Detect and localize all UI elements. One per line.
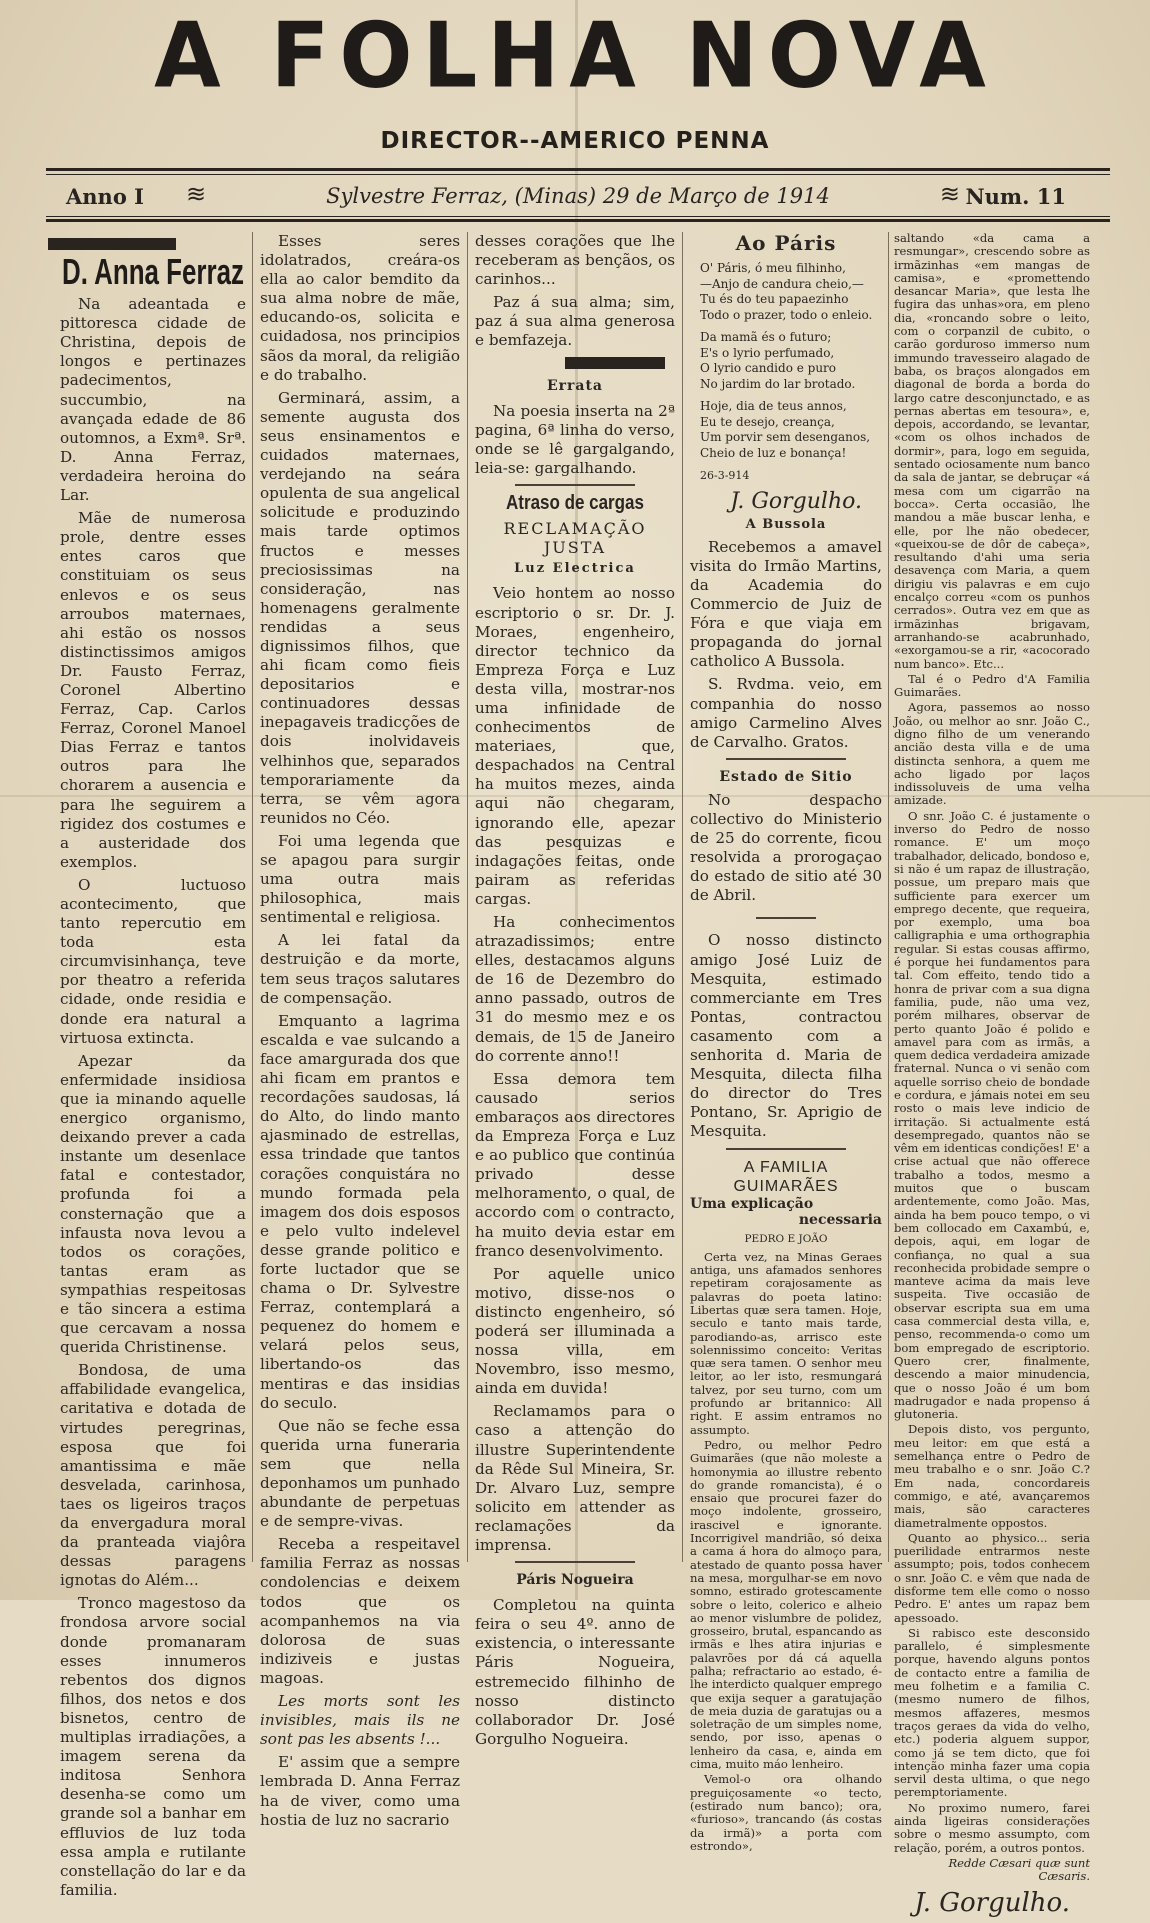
poem-line: E's o lyrio perfumado,	[700, 345, 835, 360]
issue-date: Sylvestre Ferraz, (Minas) 29 de Março de 1914	[326, 184, 830, 208]
paragraph: Vemol-o ora olhando preguiçosamente «o tecto, (estirado num banco); ora, «furioso», trancando (ás costas da irmã)» a porta com estrondo»,	[690, 1772, 882, 1853]
paragraph: Completou na quinta feira o seu 4º. anno de existencia, o interessante Páris Nogueira, estremecido filhinho de nosso distincto collaborador Dr. José Gorgulho Nogueira.	[475, 1596, 675, 1748]
poem-stanza	[690, 261, 882, 323]
familia-text	[690, 1251, 882, 1853]
paragraph: Apezar da enfermidade insidiosa que ia minando aquelle energico organismo, deixando prever a cada instante um desenlace fatal e contestador, profunda foi a consternação que a infausta nova levou a todos os corações, tantas eram as sympathias respeitosas e tão sincera a estima que cercavam a nossa querida Christinense.	[60, 1051, 246, 1357]
poem-line: Tu és do teu papaezinho	[700, 292, 849, 307]
poem-line: No jardim do lar brotado.	[700, 376, 856, 391]
column-divider	[682, 232, 683, 1562]
paragraph: Bondosa, de uma affabilidade evangelica, caritativa e dotada de virtudes peregrinas, esposa que foi amantissima e mãe desvelada, carinhosa, taes os ligeiros traços da envergadura moral da pranteada viajôra dessas paragens ignotas do Além...	[60, 1361, 246, 1590]
familia-subtitle: necessaria	[798, 1211, 882, 1228]
familia-subtitle: PEDRO E JOÃO	[744, 1232, 828, 1245]
volume-label: Anno I	[66, 184, 144, 209]
poem-line: Eu te desejo, creança,	[700, 414, 835, 429]
column-2	[260, 232, 460, 1834]
paragraph: Veio hontem ao nosso escriptorio o sr. Dr. J. Moraes, engenheiro, director technico da Empreza Força e Luz desta villa, mostrar-nos uma infinidade de conhecimentos de materiaes, que, despachados na Central ha muitos mezes, ainda aqui não chegaram, ignorando elle, apezar das pesquizas e indagações feitas, onde pairam as referidas cargas.	[475, 584, 675, 908]
paragraph: desses corações que lhe receberam as bençãos, os carinhos...	[475, 232, 675, 289]
paragraph: O nosso distincto amigo José Luiz de Mesquita, estimado commerciante em Tres Pontas, contractou casamento com a senhorita d. Maria de Mesquita, dilecta filha do director do Tres Pontano, Sr. Aprigio de Mesquita.	[690, 931, 882, 1141]
column-divider	[252, 232, 253, 1562]
quote: Les morts sont les invisibles, mais ils ne sont pas les absents !...	[260, 1692, 460, 1749]
poem-line: —Anjo de candura cheio,—	[700, 276, 864, 291]
column-divider	[467, 232, 468, 1562]
poem-title: Ao Páris	[735, 231, 837, 255]
divider	[515, 484, 635, 486]
masthead-director: DIRECTOR--AMERICO PENNA	[380, 128, 770, 154]
paragraph: Foi uma legenda que se apagou para surgir uma outra mais philosophica, mais sentimental e religiosa.	[260, 831, 460, 927]
paragraph: Esses seres idolatrados, creára-os ella ao calor bemdito da sua alma nobre de mãe, educando-os, solicita e cuidadosa, nos principios sãos da moral, da religião e do trabalho.	[260, 232, 460, 384]
signature: J. Gorgulho.	[730, 488, 862, 514]
paragraph: Pedro, ou melhor Pedro Guimarães (que não moleste a homonymia ao illustre rebento do grande romancista), é o ensaio que procurei fazer do moço indolente, grosseiro, irascivel e ignorante. Incorrigivel mandrião, só deixa a cama á hora do almoço para, atestado de quanto possa haver na mesa, morgulhar-se em novo somno, estirado grotescamente sobre o leito, colerico e alheio ao menor vislumbre de polidez, grosseiro, brutal, espancando as irmãs e lhes atira injurias e palavrões por dá cá aquella palha; refractario ao estado, é-lhe interdicto qualquer emprego que exija sequer a garatujação de meia duzia de garatujas ou a soletração de um simples nome, sendo, por isso, apenas o lenheiro da casa, e, ainda em cima, muito máo lenheiro.	[690, 1437, 882, 1772]
headline-anna-ferraz: D. Anna Ferraz	[62, 251, 244, 292]
issue-number: Num. 11	[965, 184, 1066, 209]
paragraph: Depois disto, vos pergunto, meu leitor: em que está a semelhança entre o Pedro de meu trabalho e o snr. João C.? Em nada, concordareis commigo, e até, avançaremos mais, são caracteres diametralmente oppostos.	[894, 1422, 1090, 1530]
sitio-title: Estado de Sitio	[719, 768, 853, 785]
paragraph: O snr. João C. é justamente o inverso do Pedro de nosso romance. E' um moço trabalhador, delicado, bondoso e, si não é um rapaz de illustração, possue, um preparo mais que sufficiente para exercer um emprego decente, que requeira, por exemplo, uma boa calligraphia e uma orthographia regular. Si estas cousas affirmo, é porque hei fundamentos para tal. Com effeito, tendo tido a honra de privar com a sua digna familia, pude, não uma vez, porém milhares, observar de perto quanto João é polido e amavel para com as irmãs, a quem dedica verdadeira amizade fraternal. Nunca o vi senão com aquelle sorriso cheio de bondade e cordura, e jámais notei em seu rosto o mais leve indicio de irritação. Si actualmente está desempregado, quantos não se vêm em identicas condições! E' a crise actual que não offerece trabalho a todos, mesmo a muitos que o buscam ardentemente, como João. Mas, ainda ha bem pouco tempo, o vi bem collocado em Caxambú, e, depois, aqui, em logar de confiança, no qual a sua reconhecida probidade sempre o manteve acima da mais leve suspeita. Tive occasião de observar escripta sua em uma casa commercial desta villa, e, penso, recommenda-o como um bom empregado de escriptorio. Quero crer, finalmente, descendo a maior minudencia, que o nosso João é um bom madrugador e nada propenso á glutoneria.	[894, 808, 1090, 1422]
column-1	[60, 232, 246, 1904]
paragraph: Certa vez, na Minas Geraes antiga, uns afamados senhores repetiram corajosamente as palavras do poeta latino: Libertas quæ sera tamen. Hoje, seculo e tanto mais tarde, parodiando-as, arrisco este solennissimo conceito: Veritas quæ sera tamen. O senhor meu leitor, ao ler isto, resmungará talvez, por seu turno, com um profundo ar britannico: All right. E assim entramos no assumpto.	[690, 1249, 882, 1437]
column-divider	[888, 232, 889, 1562]
bussola-title: A Bussola	[745, 516, 827, 532]
atraso-subtitle: RECLAMAÇÃO JUSTA	[503, 519, 647, 558]
header-rule-top	[46, 168, 1110, 171]
divider	[726, 1148, 846, 1150]
familia-continued	[894, 232, 1090, 1884]
paragraph: Emquanto a lagrima escalda e vae sulcando a face amargurada dos que ahi ficam em prantos e recordações saudosas, lá do Alto, do lindo manto ajasminado de estrellas, essa trindade que tantos corações conquistára no mundo formada pela imagem dos dois esposos e pelo vulto indelevel desse grande politico e forte luctador que se chama o Dr. Sylvestre Ferraz, contemplará a pequenez do homem e velará pelos seus, libertando-os das mentiras e das insidias do seculo.	[260, 1011, 460, 1412]
header-rule-bottom-thin	[46, 216, 1110, 217]
divider	[756, 917, 816, 919]
poem-line: O lyrio candido e puro	[700, 361, 837, 376]
paragraph: Mãe de numerosa prole, dentre esses entes caros que constituiam os seus enlevos e os seus arroubos maternaes, ahi estão os nossos distinctissimos amigos Dr. Fausto Ferraz, Coronel Albertino Ferraz, Cap. Carlos Ferraz, Coronel Manoel Dias Ferraz e tantos outros para lhe chorarem a ausencia e para lhe seguirem a rigidez dos costumes e a austeridade dos exemplos.	[60, 509, 246, 871]
ornament: ≋	[939, 180, 960, 208]
paragraph: Paz á sua alma; sim, paz á sua alma generosa e bemfazeja.	[475, 293, 675, 350]
paragraph: Por aquelle unico motivo, disse-nos o distincto engenheiro, só poderá ser illuminada a nossa villa, em Novembro, isso mesmo, ainda em duvida!	[475, 1264, 675, 1398]
poem-line: Todo o prazer, todo o enleio.	[700, 307, 873, 322]
errata-title: Errata	[546, 377, 604, 394]
column-3	[475, 232, 675, 1753]
atraso-title: Atraso de cargas	[506, 492, 644, 515]
divider	[726, 758, 846, 760]
atraso-subtitle-2: Luz Electrica	[514, 561, 636, 577]
paragraph: Tronco magestoso da frondosa arvore social donde promanaram esses innumeros rebentos dos dignos filhos, dos netos e dos bisnetos, centro de multiplas irradiações, a imagem serena da inditosa Senhora desenha-se como um grande sol a banhar em effluvios de luz toda essa ampla e rutilante constellação do lar e da familia.	[60, 1594, 246, 1899]
poem-stanza	[690, 330, 882, 392]
header-rule-bottom	[46, 219, 1110, 222]
poem-date: 26-3-914	[700, 469, 750, 483]
paragraph: Recebemos a amavel visita do Irmão Martins, da Academia do Commercio de Juiz de Fóra e que viaja em propaganda do jornal catholico A Bussola.	[690, 537, 882, 671]
paragraph: O luctuoso acontecimento, que tanto repercutio em toda esta circumvisinhança, teve por theatro a referida cidade, onde residia e donde era natural a virtuosa extincta.	[60, 875, 246, 1047]
paragraph: Si rabisco este desconsido parallelo, é simplesmente porque, havendo alguns pontos de contacto entre a familia de meu folhetim e a familia C. (mesmo numero de filhos, mesmos affazeres, mesmos traços geraes da vida do velho, etc.) poderia alguem suppor, como já se tem dicto, que foi intenção minha fazer uma copia servil desta ultima, o que nego peremptoriamente.	[894, 1625, 1090, 1800]
paragraph: Que não se feche essa querida urna funeraria sem que nella deponhamos um punhado abundante de perpetuas e de sempre-vivas.	[260, 1416, 460, 1531]
poem-line: Cheio de luz e bonança!	[700, 445, 847, 460]
familia-subtitle: Uma explicação	[690, 1195, 814, 1212]
paragraph: Tal é o Pedro d'A Familia Guimarães.	[894, 671, 1090, 700]
paragraph: Ha conhecimentos atrazadissimos; entre elles, destacamos alguns de 16 de Dezembro do anno passado, outros de 31 do mesmo mez e os demais, de 15 de Janeiro do corrente anno!!	[475, 913, 675, 1065]
section-bar	[565, 357, 665, 369]
poem-stanza	[690, 399, 882, 461]
paragraph: No proximo numero, farei ainda ligeiras considerações sobre o mesmo assumpto, com relação, porém, a outros pontos.	[894, 1800, 1090, 1855]
divider	[515, 1561, 635, 1563]
paragraph: Receba a respeitavel familia Ferraz as nossas condolencias e deixem todos que os acompanhemos na via dolorosa de suas indiziveis e justas magoas.	[260, 1535, 460, 1687]
paragraph: Germinará, assim, a semente augusta dos seus ensinamentos e cuidados maternaes, verdejando na seára opulenta de sua angelical solicitude e produzindo mais tarde optimos fructos e messes preciosissimas na consideração, nas homenagens geralmente rendidas a seus dignissimos filhos, que ahi ficam como fieis depositarios e continuadores dessas inepagaveis tradicções de dois inolvidaveis velhinhos que, separados temporariamente da terra, se vêm agora reunidos no Céo.	[260, 388, 460, 827]
paragraph: No despacho collectivo do Ministerio de 25 do corrente, ficou resolvida a prorogaçao do estado de sitio até 30 de Abril.	[690, 790, 882, 905]
poem-line: Da mamã és o futuro;	[700, 330, 832, 345]
motto: Redde Cæsari quæ sunt Cæsaris.	[948, 1855, 1090, 1884]
poem-line: Hoje, dia de teus annos,	[700, 399, 847, 414]
paragraph: Quanto ao physico... seria puerilidade entrarmos neste assumpto; pois, todos conhecem o snr. João C. e vêm que nada de disforme tem elle como o nosso Pedro. E' antes um rapaz bem apessoado.	[894, 1530, 1090, 1625]
paragraph: Reclamamos para o caso a attenção do illustre Superintendente da Rêde Sul Mineira, Sr. Dr. Alvaro Luz, sempre solicito em attender as reclamações da imprensa.	[475, 1402, 675, 1554]
paragraph: Na adeantada e pittoresca cidade de Christina, depois de longos e pertinazes padecimentos, succumbio, na avançada edade de 86 outomnos, a Exmª. Srª. D. Anna Ferraz, verdadeira heroina do Lar.	[60, 295, 246, 505]
paragraph: E' assim que a sempre lembrada D. Anna Ferraz ha de viver, como uma hostia de luz no sacrario	[260, 1753, 460, 1829]
signature: J. Gorgulho.	[914, 1887, 1070, 1918]
paris-title: Páris Nogueira	[516, 1572, 634, 1589]
paragraph: saltando «da cama a resmungar», crescendo sobre as irmãzinhas «em mangas de camisa», e «promettendo desancar Maria», que lesta lhe fugira das unhas»ora, em pleno dia, «roncando sobre o leito, com o corpanzil de cubito, o carão gorduroso immerso num immundo travesseiro alagado de baba, os braços alongados em diagonal de borda a borda do largo catre desconjunctado, e as pernas abertas em tesoura», e, depois, accordando, se levantar, «com os olhos inchados de dormir», para, logo em seguida, sentado ociosamente num banco da sala de jantar, se debruçar «á mesa com um cigarrão na bocca». Certa occasião, lhe mandou a mãe buscar lenha, e elle, por lhe não obedecer, «queixou-se de dôr de cabeça», resultando d'ahi uma seria desavença com Maria, a quem dirigiu vis palavras e em cujo encalço correu «com os punhos cerrados». Outra vez em que as irmãzinhas brigavam, arranhando-se acabrunhado, «exorgamou-se a rir, «acocorado num banco». Etc...	[894, 231, 1090, 671]
errata-text: Na poesia inserta na 2ª pagina, 6ª linha do verso, onde se lê gargalgando, leia-se: gargalhando.	[475, 401, 675, 477]
ornament: ≋	[186, 180, 207, 208]
paragraph: A lei fatal da destruição e da morte, tem seus traços salutares de compensação.	[260, 931, 460, 1007]
header-rule-top-thin	[46, 174, 1110, 175]
column-5	[894, 232, 1090, 1923]
poem-line: Um porvir sem desenganos,	[700, 430, 871, 445]
paragraph: Essa demora tem causado serios embaraços aos directores da Empreza Força e Luz e ao publico que continúa privado desse melhoramento, o qual, de accordo com o contracto, ha muito devia estar em franco desenvolvimento.	[475, 1069, 675, 1260]
masthead-title: A FOLHA NOVA	[154, 3, 996, 109]
column-4	[690, 232, 882, 1855]
familia-title: A FAMILIA GUIMARÃES	[733, 1158, 839, 1195]
paragraph: S. Rvdma. veio, em companhia do nosso amigo Carmelino Alves de Carvalho. Gratos.	[690, 675, 882, 751]
dateline	[46, 180, 1110, 214]
headline-bar	[48, 238, 176, 250]
poem-line: O' Páris, ó meu filhinho,	[700, 261, 846, 276]
paragraph: Agora, passemos ao nosso João, ou melhor ao snr. João C., digno filho de um venerando ancião desta villa e de uma distincta senhora, a quem me acho ligado por laços indissoluveis de uma velha amizade.	[894, 700, 1090, 808]
